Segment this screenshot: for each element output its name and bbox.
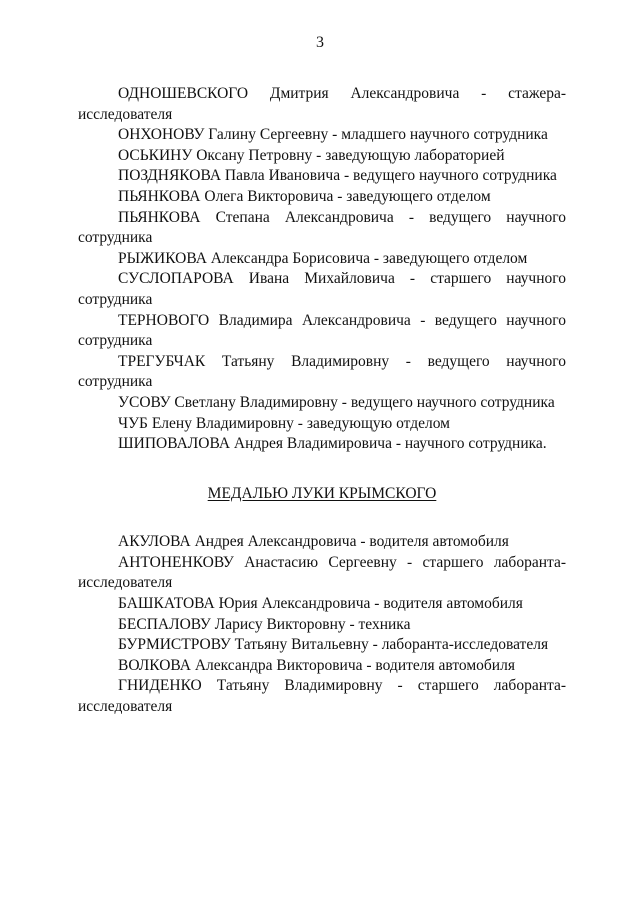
award-entry: ТЕРНОВОГО Владимира Александровича - ведущего научного сотрудника	[78, 311, 566, 350]
award-entry: ВОЛКОВА Александра Викторовича - водителя автомобиля	[118, 656, 515, 674]
page-number: 3	[316, 34, 324, 51]
award-list-section-2	[78, 532, 566, 717]
award-entry: СУСЛОПАРОВА Ивана Михайловича - старшего научного сотрудника	[78, 270, 566, 308]
award-entry: ПЬЯНКОВА Олега Викторовича - заведующего отделом	[118, 187, 491, 205]
award-entry: ГНИДЕНКО Татьяну Владимировну - старшего лаборанта-исследователя	[78, 677, 566, 716]
award-entry: АНТОНЕНКОВУ Анастасию Сергеевну - старшего лаборанта-исследователя	[78, 553, 566, 592]
document-body	[78, 84, 566, 718]
award-entry: ТРЕГУБЧАК Татьяну Владимировну - ведущего научного сотрудника	[78, 352, 566, 391]
award-entry: БУРМИСТРОВУ Татьяну Витальевну - лаборанта-исследователя	[118, 636, 549, 654]
award-entry: ПЬЯНКОВА Степана Александровича - ведущего научного сотрудника	[78, 208, 566, 247]
award-entry: ШИПОВАЛОВА Андрея Владимировича - научного сотрудника.	[118, 435, 547, 453]
award-entry: ОДНОШЕВСКОГО Дмитрия Александровича - стажера-исследователя	[78, 85, 566, 123]
award-entry: АКУЛОВА Андрея Александровича - водителя автомобиля	[118, 533, 509, 551]
award-entry: РЫЖИКОВА Александра Борисовича - заведующего отделом	[118, 249, 528, 267]
award-entry: ПОЗДНЯКОВА Павла Ивановича - ведущего научного сотрудника	[118, 167, 557, 185]
award-entry: ОСЬКИНУ Оксану Петровну - заведующую лабораторией	[118, 146, 505, 164]
award-entry: УСОВУ Светлану Владимировну - ведущего научного сотрудника	[118, 393, 555, 411]
award-entry: ЧУБ Елену Владимировну - заведующую отделом	[118, 414, 450, 432]
award-list-section-1	[78, 84, 566, 455]
section-heading: МЕДАЛЬЮ ЛУКИ КРЫМСКОГО	[207, 484, 437, 502]
award-entry: БАШКАТОВА Юрия Александровича - водителя автомобиля	[118, 595, 523, 613]
award-entry: ОНХОНОВУ Галину Сергеевну - младшего научного сотрудника	[118, 126, 548, 144]
award-entry: БЕСПАЛОВУ Ларису Викторовну - техника	[118, 615, 411, 633]
